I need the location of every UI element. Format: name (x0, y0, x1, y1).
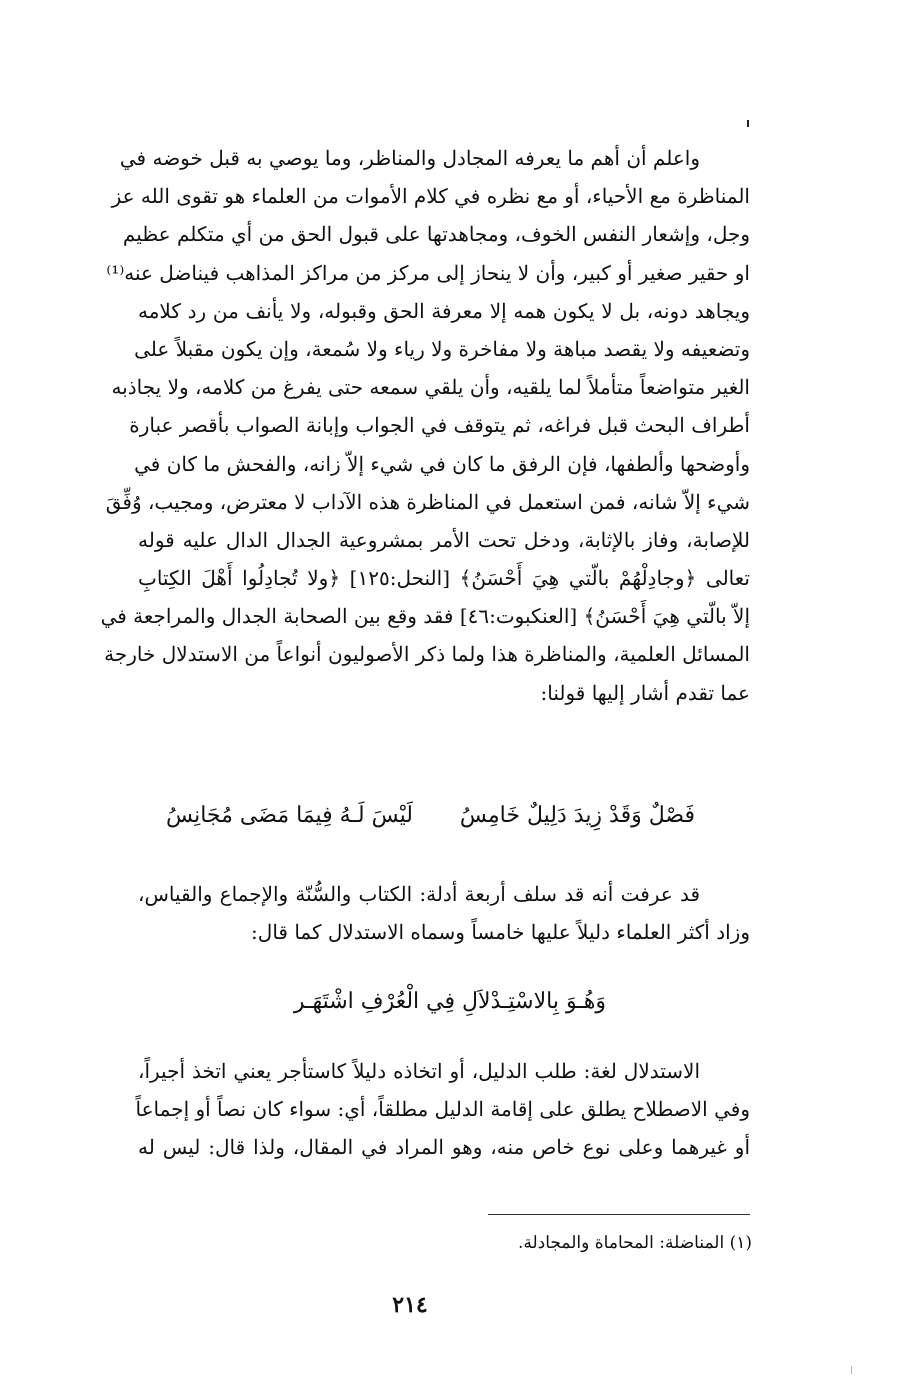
margin-mark (851, 1366, 852, 1374)
text-line: ويجاهد دونه، بل لا يكون همه إلا معرفة الحق وقبوله، ولا يأنف من رد كلامه (138, 298, 750, 323)
page-number: ٢١٤ (392, 1292, 428, 1318)
verse-istidlal: وَهُـوَ بِالاسْتِـدْلاَلِ فِي الْعُرْفِ اشْتَهَـر (293, 989, 606, 1014)
text-line: تعالى ﴿وجادِلْهُمْ بالّتي هِيَ أَحْسَنُ﴾ [النحل:١٢٥] ﴿ولا تُجادِلُوا أَهْلَ الكِتابِ (138, 566, 750, 591)
text-line: او حقير صغير أو كبير، وأن لا ينحاز إلى مركز من مراكز المذاهب فيناضل عنه⁽¹⁾ (106, 260, 750, 285)
text-line: للإصابة، وفاز بالإثابة، ودخل تحت الأمر بمشروعية الجدال الدال عليه قوله (138, 527, 750, 552)
text-line: عما تقدم أشار إليها قولنا: (540, 680, 750, 705)
paragraph-etiquette (100, 139, 750, 712)
text-line: الاستدلال لغة: طلب الدليل، أو اتخاذه دليلاً كاستأجر يعني اتخذ أجيراً، (138, 1059, 700, 1083)
text-line: أو غيرهما وعلى نوع خاص منه، وهو المراد في المقال، ولذا قال: ليس له (138, 1135, 750, 1160)
text-line: واعلم أن أهم ما يعرفه المجادل والمناظر، وما يوصي به قبل خوضه في (119, 146, 700, 170)
text-line: المسائل العلمية، والمناظرة هذا ولما ذكر الأصوليون أنواعاً من الاستدلال خارجة (104, 642, 750, 667)
paragraph-four-proofs (138, 875, 750, 951)
text-line: وفي الاصطلاح يطلق على إقامة الدليل مطلقاً، أي: سواء كان نصاً أو إجماعاً (135, 1097, 750, 1122)
text-line: وأوضحها وألطفها، فإن الرفق ما كان في شيء إلاّ زانه، والفحش ما كان في (134, 451, 750, 476)
text-line: وجل، وإشعار النفس الخوف، ومجاهدتها على قبول الحق من أي متكلم عظيم (122, 222, 750, 247)
text-line: وتضعيفه ولا يقصد مباهة ولا مفاخرة ولا رياء ولا سُمعة، وإن يكون مقبلاً على (134, 336, 750, 361)
text-line: وزاد أكثر العلماء دليلاً عليها خامساً وسماه الاستدلال كما قال: (251, 920, 750, 945)
text-line: شيء إلاّ شانه، فمن استعمل في المناظرة هذه الآداب لا معترض، ومجيب، وُفِّقَ (105, 489, 750, 514)
footnote-separator (488, 1214, 750, 1215)
verse-right-hemistich: فَصْلٌ وَقَدْ زِيدَ دَلِيلٌ خَامِسُ (459, 803, 695, 828)
text-line: قد عرفت أنه قد سلف أربعة أدلة: الكتاب والسُّنّة والإجماع والقياس، (138, 882, 701, 906)
text-line: الغير متواضعاً متأملاً لما يلقيه، وأن يلقي سمعه حتى يفرغ من كلامه، ولا يجاذبه (111, 375, 750, 400)
text-line: أطراف البحث قبل فراغه، ثم يتوقف في الجواب وإبانة الصواب بأقصر عبارة (129, 413, 750, 438)
verse-left-hemistich: لَيْسَ لَـهُ فِيمَا مَضَى مُجَانِسُ (166, 803, 413, 828)
text-line: إلاّ بالّتي هِيَ أَحْسَنُ﴾ [العنكبوت:٤٦] فقد وقع بين الصحابة الجدال والمراجعة في (100, 604, 750, 629)
paragraph-definition (135, 1052, 750, 1167)
margin-mark (747, 120, 749, 127)
footnote: (١) المناضلة: المحاماة والمجادلة. (517, 1233, 752, 1253)
text-line: المناظرة مع الأحياء، أو مع نظره في كلام الأموات من العلماء هو تقوى الله عز (111, 184, 750, 209)
